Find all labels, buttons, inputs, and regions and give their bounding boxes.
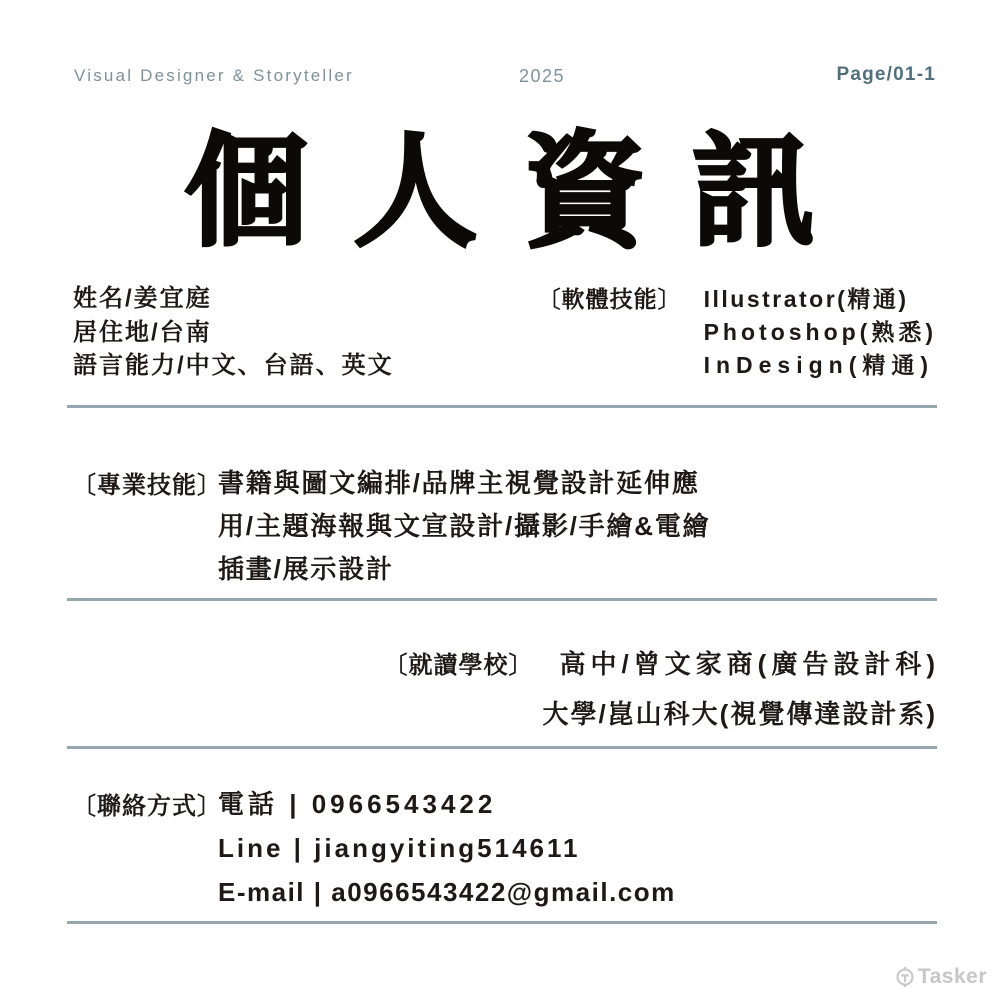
education-university: 大學/崑山科大(視覺傳達設計系) xyxy=(542,699,937,729)
profile-block xyxy=(73,282,394,383)
software-skills-list xyxy=(704,283,937,382)
divider xyxy=(67,598,937,601)
divider xyxy=(67,921,937,924)
profile-line-residence: 居住地/台南 xyxy=(73,318,212,346)
divider xyxy=(67,405,937,408)
professional-skills-label: 〔專業技能〕 xyxy=(72,472,222,499)
page-title-wrap xyxy=(0,124,1000,261)
tasker-logo-icon xyxy=(894,966,916,988)
software-skill-item: InDesign(精通) xyxy=(703,352,935,378)
software-skill-item: Photoshop(熟悉) xyxy=(703,319,937,345)
professional-skills-line: 用/主題海報與文宣設計/攝影/手繪&電繪 xyxy=(218,511,711,541)
profile-line-name: 姓名/姜宜庭 xyxy=(73,285,212,312)
header-tagline: Visual Designer & Storyteller xyxy=(74,66,354,85)
header-year: 2025 xyxy=(518,66,566,86)
professional-skills-line: 插畫/展示設計 xyxy=(218,554,394,584)
education-label: 〔就讀學校〕 xyxy=(383,652,534,679)
software-skills-label: 〔軟體技能〕 xyxy=(537,286,682,312)
contact-phone: 電話 | 0966543422 xyxy=(218,789,497,819)
contact-block xyxy=(218,782,676,914)
professional-skills-block xyxy=(218,462,710,591)
education-block xyxy=(383,644,940,731)
contact-label: 〔聯絡方式〕 xyxy=(72,793,222,820)
education-highschool: 高中/曾文家商(廣告設計科) xyxy=(559,649,940,679)
professional-skills-line: 書籍與圖文編排/品牌主視覺設計延伸應 xyxy=(218,468,700,498)
contact-email: E-mail | a0966543422@gmail.com xyxy=(218,877,676,907)
profile-line-languages: 語言能力/中文、台語、英文 xyxy=(73,352,394,379)
contact-line-id: Line | jiangyiting514611 xyxy=(218,833,581,863)
software-skill-item: Illustrator(精通) xyxy=(703,286,909,312)
watermark-text: Tasker xyxy=(917,965,987,988)
divider xyxy=(67,746,937,749)
page-title: 個人資訊 xyxy=(185,124,861,261)
header-page-number: Page/01-1 xyxy=(836,64,936,85)
watermark xyxy=(894,965,987,989)
education-row xyxy=(383,644,940,681)
software-skills-block xyxy=(538,283,937,382)
